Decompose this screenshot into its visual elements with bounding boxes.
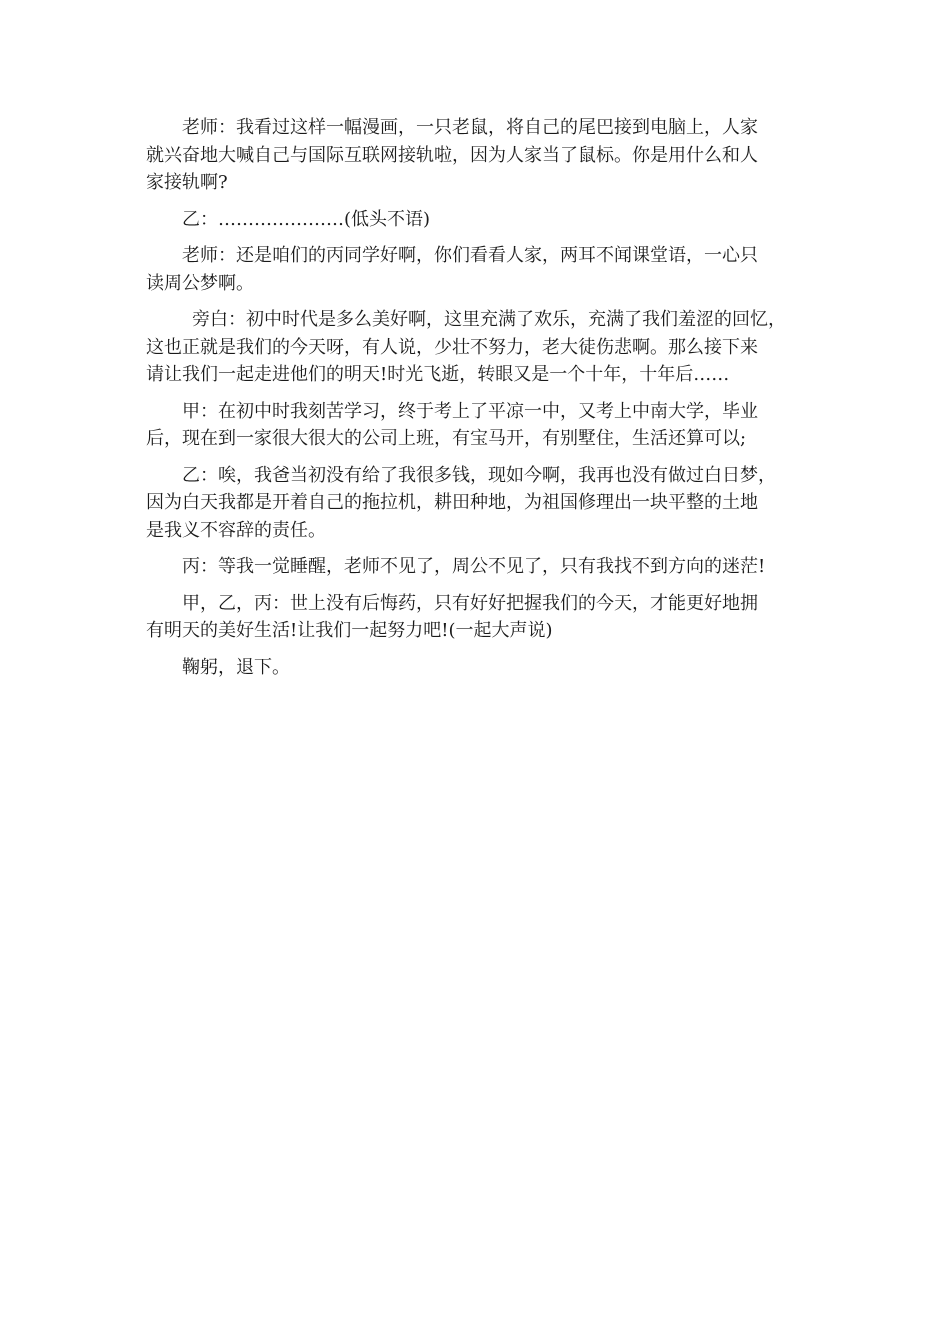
paragraph-bow-exit [146,654,806,682]
text-line: 老师：我看过这样一幅漫画，一只老鼠，将自己的尾巴接到电脑上，人家 [182,117,758,138]
text-line: 甲，乙，丙：世上没有后悔药，只有好好把握我们的今天，才能更好地拥 [182,592,758,614]
text-line: 有明天的美好生活!让我们一起努力吧!(一起大声说) [146,620,553,641]
paragraph-yi-silent [146,206,806,234]
text-line: 因为白天我都是开着自己的拖拉机，耕田种地，为祖国修理出一块平整的土地 [146,492,758,513]
paragraph-narration [146,306,806,389]
text-line: 这也正就是我们的今天呀，有人说，少壮不努力，老大徒伤悲啊。那么接下来 [146,336,758,358]
paragraph-jia-future [146,398,806,453]
text-line: 老师：还是咱们的丙同学好啊，你们看看人家，两耳不闻课堂语，一心只 [182,245,758,266]
paragraph-all-together [146,590,806,645]
text-line: 鞠躬，退下。 [182,656,290,678]
text-line: 请让我们一起走进他们的明天!时光飞逝，转眼又是一个十年，十年后…… [146,364,730,385]
document-body [146,114,806,690]
text-line: 甲：在初中时我刻苦学习，终于考上了平凉一中，又考上中南大学，毕业 [182,400,758,422]
paragraph-bing-future [146,553,806,581]
text-line: 后，现在到一家很大很大的公司上班，有宝马开，有别墅住，生活还算可以; [146,428,747,449]
paragraph-yi-future [146,462,806,545]
text-line: 乙：…………………(低头不语) [182,208,431,230]
paragraph-teacher-bing [146,242,806,297]
text-line: 家接轨啊? [146,172,228,193]
text-line: 丙：等我一觉睡醒，老师不见了，周公不见了，只有我找不到方向的迷茫! [182,556,766,577]
text-line: 读周公梦啊。 [146,272,254,294]
text-line: 是我义不容辞的责任。 [146,519,326,541]
paragraph-teacher-comic [146,114,806,197]
text-line: 旁白：初中时代是多么美好啊，这里充满了欢乐，充满了我们羞涩的回忆， [192,309,786,330]
text-line: 乙：唉，我爸当初没有给了我很多钱，现如今啊，我再也没有做过白日梦， [182,464,776,486]
text-line: 就兴奋地大喊自己与国际互联网接轨啦，因为人家当了鼠标。你是用什么和人 [146,144,758,166]
